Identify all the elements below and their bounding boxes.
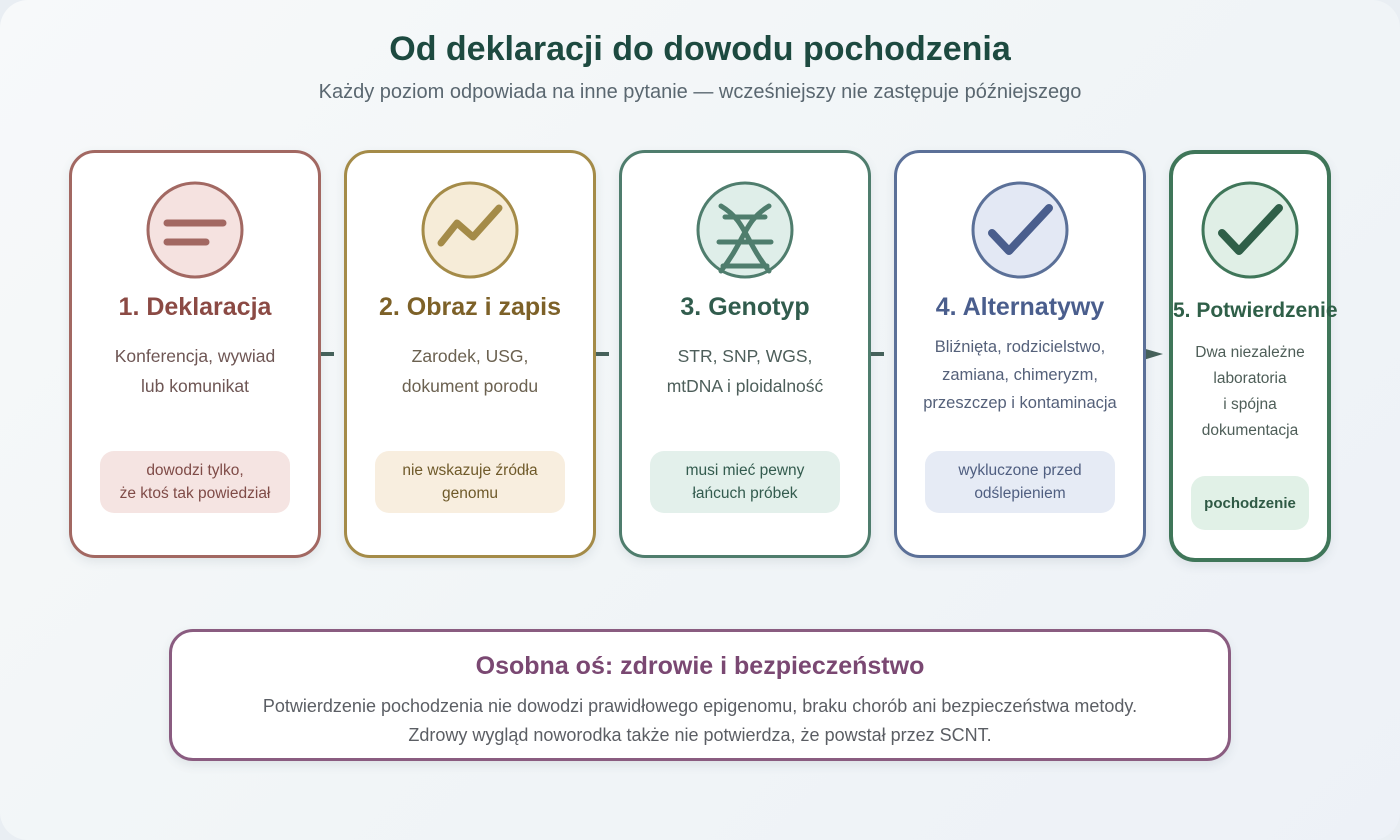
step-description-line: Bliźnięta, rodzicielstwo, — [934, 338, 1106, 356]
step-title: 3. Genotyp — [680, 293, 810, 321]
step-description-line: STR, SNP, WGS, — [677, 346, 813, 366]
step-description-line: przeszczep i kontaminacja — [923, 394, 1117, 412]
step-badge: wykluczone przed odślepieniem — [925, 451, 1115, 513]
dna-icon — [696, 181, 794, 279]
step-description-line: Dwa niezależne — [1195, 344, 1305, 361]
step-description-line: Konferencja, wywiad — [114, 346, 276, 366]
note-line: Zdrowy wygląd noworodka także nie potwierdza, że powstał przez SCNT. — [408, 725, 992, 745]
step-description-line: i spójna — [1223, 396, 1277, 413]
step-title: 1. Deklaracja — [118, 293, 272, 321]
step-description — [80, 341, 310, 401]
step-card-declaration — [69, 150, 321, 558]
step-badge: pochodzenie — [1191, 476, 1309, 530]
step-badge: musi mieć pewny łańcuch próbek — [650, 451, 840, 513]
step-title: 5. Potwierdzenie — [1173, 299, 1338, 322]
step-description — [355, 341, 585, 401]
page-title: Od deklaracji do dowodu pochodzenia — [389, 30, 1011, 68]
page-subtitle: Każdy poziom odpowiada na inne pytanie — wcześniejszy nie zastępuje późniejszego — [318, 81, 1082, 103]
step-description-line: dokument porodu — [401, 376, 539, 396]
step-badge: nie wskazuje źródła genomu — [375, 451, 565, 513]
step-description-line: laboratoria — [1213, 370, 1287, 387]
lines-icon — [146, 181, 244, 279]
health-safety-note — [169, 629, 1231, 761]
step-card-alternatives — [894, 150, 1146, 558]
step-card-confirmation — [1169, 150, 1338, 562]
step-description-line: Zarodek, USG, — [411, 346, 529, 366]
check-icon — [971, 181, 1069, 279]
trend-line-icon — [421, 181, 519, 279]
step-description-line: zamiana, chimeryzm, — [942, 366, 1098, 384]
step-title: 4. Alternatywy — [935, 293, 1105, 321]
connector-2-3 — [596, 352, 609, 356]
check-icon — [1201, 181, 1299, 279]
step-title: 2. Obraz i zapis — [378, 293, 561, 321]
step-description — [905, 333, 1135, 417]
step-description-line: lub komunikat — [141, 376, 249, 396]
note-title: Osobna oś: zdrowie i bezpieczeństwo — [475, 652, 925, 680]
step-description-line: mtDNA i ploidalność — [666, 376, 824, 396]
step-description — [630, 341, 860, 401]
step-badge: dowodzi tylko, że ktoś tak powiedział — [100, 451, 290, 513]
step-card-image-record — [344, 150, 596, 558]
note-line: Potwierdzenie pochodzenia nie dowodzi prawidłowego epigenomu, braku chorób ani bezpieczeństwa metody. — [262, 696, 1138, 716]
step-description — [1177, 340, 1323, 444]
connector-1-2 — [321, 352, 334, 356]
step-description-line: dokumentacja — [1201, 422, 1299, 439]
step-card-genotype — [619, 150, 871, 558]
connector-3-4 — [871, 352, 884, 356]
